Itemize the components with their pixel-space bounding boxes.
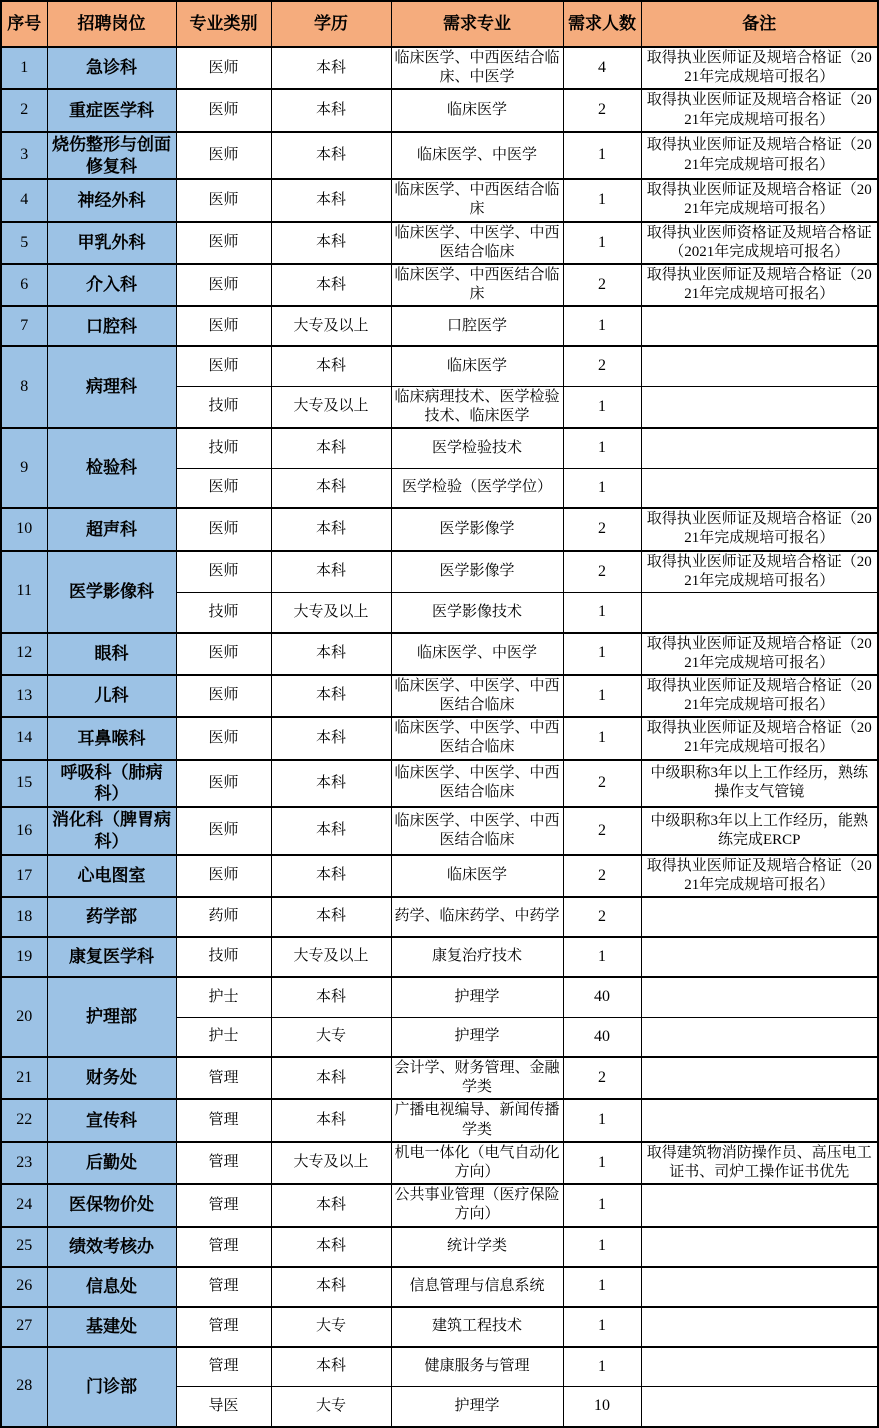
education-cell: 本科 [271, 89, 391, 131]
table-header [1, 1, 878, 47]
education-cell: 本科 [271, 760, 391, 808]
row-number-cell: 8 [1, 346, 47, 428]
major-cell: 临床医学、中西医结合临床、中医学 [391, 47, 563, 89]
count-cell: 1 [563, 1099, 641, 1141]
position-cell: 超声科 [47, 508, 176, 550]
row-number-cell: 16 [1, 807, 47, 855]
remark-cell [641, 428, 878, 468]
count-cell: 2 [563, 551, 641, 593]
table-row [1, 1227, 878, 1267]
row-number-cell: 22 [1, 1099, 47, 1141]
position-cell: 介入科 [47, 264, 176, 306]
position-cell: 儿科 [47, 675, 176, 717]
count-cell: 2 [563, 508, 641, 550]
education-cell: 大专 [271, 1387, 391, 1427]
education-cell: 本科 [271, 1099, 391, 1141]
table-row [1, 855, 878, 897]
position-cell: 信息处 [47, 1267, 176, 1307]
count-cell: 10 [563, 1387, 641, 1427]
category-cell: 医师 [176, 508, 271, 550]
category-cell: 医师 [176, 89, 271, 131]
major-cell: 临床医学、中西医结合临床 [391, 264, 563, 306]
category-cell: 医师 [176, 132, 271, 180]
remark-cell [641, 1099, 878, 1141]
count-cell: 2 [563, 89, 641, 131]
table-row [1, 633, 878, 675]
table-row [1, 306, 878, 346]
education-cell: 本科 [271, 977, 391, 1017]
education-cell: 本科 [271, 1184, 391, 1226]
table-row [1, 717, 878, 759]
category-cell: 医师 [176, 264, 271, 306]
remark-cell [641, 1017, 878, 1057]
education-cell: 大专及以上 [271, 386, 391, 428]
row-number-cell: 23 [1, 1142, 47, 1184]
row-number-cell: 3 [1, 132, 47, 180]
position-cell: 后勤处 [47, 1142, 176, 1184]
row-number-cell: 25 [1, 1227, 47, 1267]
education-cell: 本科 [271, 807, 391, 855]
position-cell: 医保物价处 [47, 1184, 176, 1226]
education-cell: 大专及以上 [271, 306, 391, 346]
position-cell: 呼吸科（肺病科） [47, 760, 176, 808]
count-cell: 4 [563, 47, 641, 89]
remark-cell [641, 1227, 878, 1267]
category-cell: 医师 [176, 179, 271, 221]
education-cell: 本科 [271, 47, 391, 89]
education-cell: 本科 [271, 1267, 391, 1307]
category-cell: 技师 [176, 386, 271, 428]
col-header-remark: 备注 [641, 1, 878, 47]
table-row [1, 897, 878, 937]
table-row [1, 1347, 878, 1387]
count-cell: 1 [563, 717, 641, 759]
category-cell: 医师 [176, 222, 271, 264]
table-row [1, 47, 878, 89]
major-cell: 信息管理与信息系统 [391, 1267, 563, 1307]
education-cell: 本科 [271, 222, 391, 264]
remark-cell: 取得执业医师证及规培合格证（2021年完成规培可报名） [641, 508, 878, 550]
education-cell: 本科 [271, 132, 391, 180]
remark-cell: 取得执业医师证及规培合格证（2021年完成规培可报名） [641, 675, 878, 717]
category-cell: 管理 [176, 1142, 271, 1184]
remark-cell [641, 1387, 878, 1427]
row-number-cell: 17 [1, 855, 47, 897]
education-cell: 大专及以上 [271, 593, 391, 633]
count-cell: 1 [563, 1347, 641, 1387]
row-number-cell: 15 [1, 760, 47, 808]
remark-cell [641, 468, 878, 508]
table-row [1, 551, 878, 593]
position-cell: 护理部 [47, 977, 176, 1057]
position-cell: 绩效考核办 [47, 1227, 176, 1267]
table-body [1, 47, 878, 1427]
position-cell: 药学部 [47, 897, 176, 937]
major-cell: 护理学 [391, 1017, 563, 1057]
table-row [1, 132, 878, 180]
category-cell: 医师 [176, 306, 271, 346]
count-cell: 2 [563, 807, 641, 855]
major-cell: 临床医学、中医学 [391, 132, 563, 180]
major-cell: 临床医学、中医学、中西医结合临床 [391, 675, 563, 717]
remark-cell: 取得执业医师证及规培合格证（2021年完成规培可报名） [641, 264, 878, 306]
remark-cell [641, 977, 878, 1017]
table-row [1, 89, 878, 131]
row-number-cell: 12 [1, 633, 47, 675]
count-cell: 1 [563, 179, 641, 221]
education-cell: 本科 [271, 508, 391, 550]
category-cell: 管理 [176, 1347, 271, 1387]
major-cell: 临床医学、中医学 [391, 633, 563, 675]
education-cell: 本科 [271, 179, 391, 221]
remark-cell [641, 306, 878, 346]
col-header-count: 需求人数 [563, 1, 641, 47]
major-cell: 建筑工程技术 [391, 1307, 563, 1347]
category-cell: 管理 [176, 1184, 271, 1226]
row-number-cell: 4 [1, 179, 47, 221]
category-cell: 医师 [176, 47, 271, 89]
category-cell: 管理 [176, 1099, 271, 1141]
remark-cell [641, 593, 878, 633]
position-cell: 基建处 [47, 1307, 176, 1347]
major-cell: 医学影像技术 [391, 593, 563, 633]
education-cell: 本科 [271, 551, 391, 593]
major-cell: 临床病理技术、医学检验技术、临床医学 [391, 386, 563, 428]
row-number-cell: 2 [1, 89, 47, 131]
remark-cell [641, 897, 878, 937]
education-cell: 大专 [271, 1017, 391, 1057]
education-cell: 大专及以上 [271, 1142, 391, 1184]
position-cell: 检验科 [47, 428, 176, 508]
row-number-cell: 19 [1, 937, 47, 977]
count-cell: 1 [563, 633, 641, 675]
table-row [1, 508, 878, 550]
position-cell: 甲乳外科 [47, 222, 176, 264]
major-cell: 统计学类 [391, 1227, 563, 1267]
major-cell: 广播电视编导、新闻传播学类 [391, 1099, 563, 1141]
count-cell: 2 [563, 897, 641, 937]
count-cell: 40 [563, 977, 641, 1017]
row-number-cell: 20 [1, 977, 47, 1057]
category-cell: 医师 [176, 717, 271, 759]
category-cell: 医师 [176, 675, 271, 717]
table-row [1, 346, 878, 386]
remark-cell: 中级职称3年以上工作经历，熟练操作支气管镜 [641, 760, 878, 808]
remark-cell: 取得建筑物消防操作员、高压电工证书、司炉工操作证书优先 [641, 1142, 878, 1184]
education-cell: 本科 [271, 717, 391, 759]
remark-cell [641, 1057, 878, 1099]
count-cell: 1 [563, 593, 641, 633]
major-cell: 护理学 [391, 1387, 563, 1427]
education-cell: 本科 [271, 346, 391, 386]
table-row [1, 807, 878, 855]
table-row [1, 264, 878, 306]
count-cell: 2 [563, 760, 641, 808]
major-cell: 健康服务与管理 [391, 1347, 563, 1387]
position-cell: 财务处 [47, 1057, 176, 1099]
major-cell: 临床医学 [391, 89, 563, 131]
col-header-category: 专业类别 [176, 1, 271, 47]
category-cell: 管理 [176, 1057, 271, 1099]
category-cell: 医师 [176, 855, 271, 897]
row-number-cell: 11 [1, 551, 47, 633]
category-cell: 药师 [176, 897, 271, 937]
category-cell: 医师 [176, 633, 271, 675]
position-cell: 烧伤整形与创面修复科 [47, 132, 176, 180]
count-cell: 2 [563, 1057, 641, 1099]
category-cell: 管理 [176, 1307, 271, 1347]
category-cell: 医师 [176, 468, 271, 508]
category-cell: 导医 [176, 1387, 271, 1427]
education-cell: 本科 [271, 428, 391, 468]
count-cell: 2 [563, 264, 641, 306]
table-row [1, 937, 878, 977]
position-cell: 医学影像科 [47, 551, 176, 633]
major-cell: 医学检验技术 [391, 428, 563, 468]
row-number-cell: 26 [1, 1267, 47, 1307]
count-cell: 1 [563, 428, 641, 468]
col-header-education: 学历 [271, 1, 391, 47]
col-header-position: 招聘岗位 [47, 1, 176, 47]
education-cell: 大专及以上 [271, 937, 391, 977]
row-number-cell: 10 [1, 508, 47, 550]
table-row [1, 675, 878, 717]
row-number-cell: 7 [1, 306, 47, 346]
major-cell: 口腔医学 [391, 306, 563, 346]
count-cell: 1 [563, 1142, 641, 1184]
major-cell: 临床医学、中西医结合临床 [391, 179, 563, 221]
row-number-cell: 14 [1, 717, 47, 759]
education-cell: 本科 [271, 1057, 391, 1099]
count-cell: 40 [563, 1017, 641, 1057]
count-cell: 1 [563, 1307, 641, 1347]
row-number-cell: 5 [1, 222, 47, 264]
category-cell: 医师 [176, 346, 271, 386]
count-cell: 1 [563, 1227, 641, 1267]
category-cell: 技师 [176, 428, 271, 468]
major-cell: 药学、临床药学、中药学 [391, 897, 563, 937]
category-cell: 管理 [176, 1267, 271, 1307]
category-cell: 医师 [176, 551, 271, 593]
count-cell: 1 [563, 386, 641, 428]
major-cell: 临床医学 [391, 855, 563, 897]
header-row [1, 1, 878, 47]
remark-cell [641, 1307, 878, 1347]
category-cell: 技师 [176, 593, 271, 633]
row-number-cell: 28 [1, 1347, 47, 1427]
remark-cell: 取得执业医师证及规培合格证（2021年完成规培可报名） [641, 855, 878, 897]
remark-cell: 取得执业医师证及规培合格证（2021年完成规培可报名） [641, 633, 878, 675]
position-cell: 宣传科 [47, 1099, 176, 1141]
table-row [1, 1184, 878, 1226]
count-cell: 1 [563, 132, 641, 180]
position-cell: 消化科（脾胃病科） [47, 807, 176, 855]
table-row [1, 760, 878, 808]
education-cell: 本科 [271, 855, 391, 897]
major-cell: 临床医学、中医学、中西医结合临床 [391, 222, 563, 264]
position-cell: 神经外科 [47, 179, 176, 221]
major-cell: 医学检验（医学学位） [391, 468, 563, 508]
education-cell: 本科 [271, 633, 391, 675]
remark-cell [641, 1347, 878, 1387]
table-row [1, 179, 878, 221]
major-cell: 医学影像学 [391, 551, 563, 593]
education-cell: 本科 [271, 1347, 391, 1387]
table-row [1, 428, 878, 468]
count-cell: 1 [563, 937, 641, 977]
table-row [1, 1267, 878, 1307]
major-cell: 临床医学 [391, 346, 563, 386]
position-cell: 重症医学科 [47, 89, 176, 131]
row-number-cell: 18 [1, 897, 47, 937]
remark-cell [641, 346, 878, 386]
position-cell: 口腔科 [47, 306, 176, 346]
position-cell: 急诊科 [47, 47, 176, 89]
row-number-cell: 24 [1, 1184, 47, 1226]
major-cell: 会计学、财务管理、金融学类 [391, 1057, 563, 1099]
table-row [1, 1142, 878, 1184]
count-cell: 1 [563, 222, 641, 264]
row-number-cell: 1 [1, 47, 47, 89]
count-cell: 1 [563, 468, 641, 508]
education-cell: 本科 [271, 897, 391, 937]
row-number-cell: 6 [1, 264, 47, 306]
count-cell: 1 [563, 1267, 641, 1307]
education-cell: 本科 [271, 468, 391, 508]
col-header-no: 序号 [1, 1, 47, 47]
category-cell: 技师 [176, 937, 271, 977]
major-cell: 临床医学、中医学、中西医结合临床 [391, 807, 563, 855]
table-row [1, 1307, 878, 1347]
major-cell: 护理学 [391, 977, 563, 1017]
position-cell: 门诊部 [47, 1347, 176, 1427]
remark-cell: 取得执业医师证及规培合格证（2021年完成规培可报名） [641, 132, 878, 180]
category-cell: 护士 [176, 977, 271, 1017]
education-cell: 本科 [271, 1227, 391, 1267]
row-number-cell: 13 [1, 675, 47, 717]
remark-cell: 取得执业医师证及规培合格证（2021年完成规培可报名） [641, 179, 878, 221]
remark-cell: 取得执业医师证及规培合格证（2021年完成规培可报名） [641, 551, 878, 593]
count-cell: 1 [563, 1184, 641, 1226]
count-cell: 2 [563, 855, 641, 897]
category-cell: 医师 [176, 807, 271, 855]
education-cell: 本科 [271, 264, 391, 306]
category-cell: 管理 [176, 1227, 271, 1267]
category-cell: 医师 [176, 760, 271, 808]
table-row [1, 1099, 878, 1141]
remark-cell [641, 1184, 878, 1226]
col-header-major: 需求专业 [391, 1, 563, 47]
remark-cell: 中级职称3年以上工作经历，能熟练完成ERCP [641, 807, 878, 855]
education-cell: 大专 [271, 1307, 391, 1347]
remark-cell [641, 386, 878, 428]
major-cell: 机电一体化（电气自动化方向） [391, 1142, 563, 1184]
row-number-cell: 27 [1, 1307, 47, 1347]
remark-cell: 取得执业医师证及规培合格证（2021年完成规培可报名） [641, 47, 878, 89]
major-cell: 公共事业管理（医疗保险方向） [391, 1184, 563, 1226]
remark-cell [641, 1267, 878, 1307]
table-row [1, 977, 878, 1017]
table-row [1, 1057, 878, 1099]
count-cell: 1 [563, 675, 641, 717]
education-cell: 本科 [271, 675, 391, 717]
remark-cell: 取得执业医师证及规培合格证（2021年完成规培可报名） [641, 89, 878, 131]
row-number-cell: 9 [1, 428, 47, 508]
major-cell: 临床医学、中医学、中西医结合临床 [391, 717, 563, 759]
count-cell: 1 [563, 306, 641, 346]
position-cell: 耳鼻喉科 [47, 717, 176, 759]
row-number-cell: 21 [1, 1057, 47, 1099]
major-cell: 康复治疗技术 [391, 937, 563, 977]
remark-cell: 取得执业医师资格证及规培合格证（2021年完成规培可报名） [641, 222, 878, 264]
count-cell: 2 [563, 346, 641, 386]
position-cell: 眼科 [47, 633, 176, 675]
remark-cell [641, 937, 878, 977]
remark-cell: 取得执业医师证及规培合格证（2021年完成规培可报名） [641, 717, 878, 759]
position-cell: 康复医学科 [47, 937, 176, 977]
position-cell: 心电图室 [47, 855, 176, 897]
position-cell: 病理科 [47, 346, 176, 428]
table-row [1, 222, 878, 264]
major-cell: 医学影像学 [391, 508, 563, 550]
category-cell: 护士 [176, 1017, 271, 1057]
major-cell: 临床医学、中医学、中西医结合临床 [391, 760, 563, 808]
